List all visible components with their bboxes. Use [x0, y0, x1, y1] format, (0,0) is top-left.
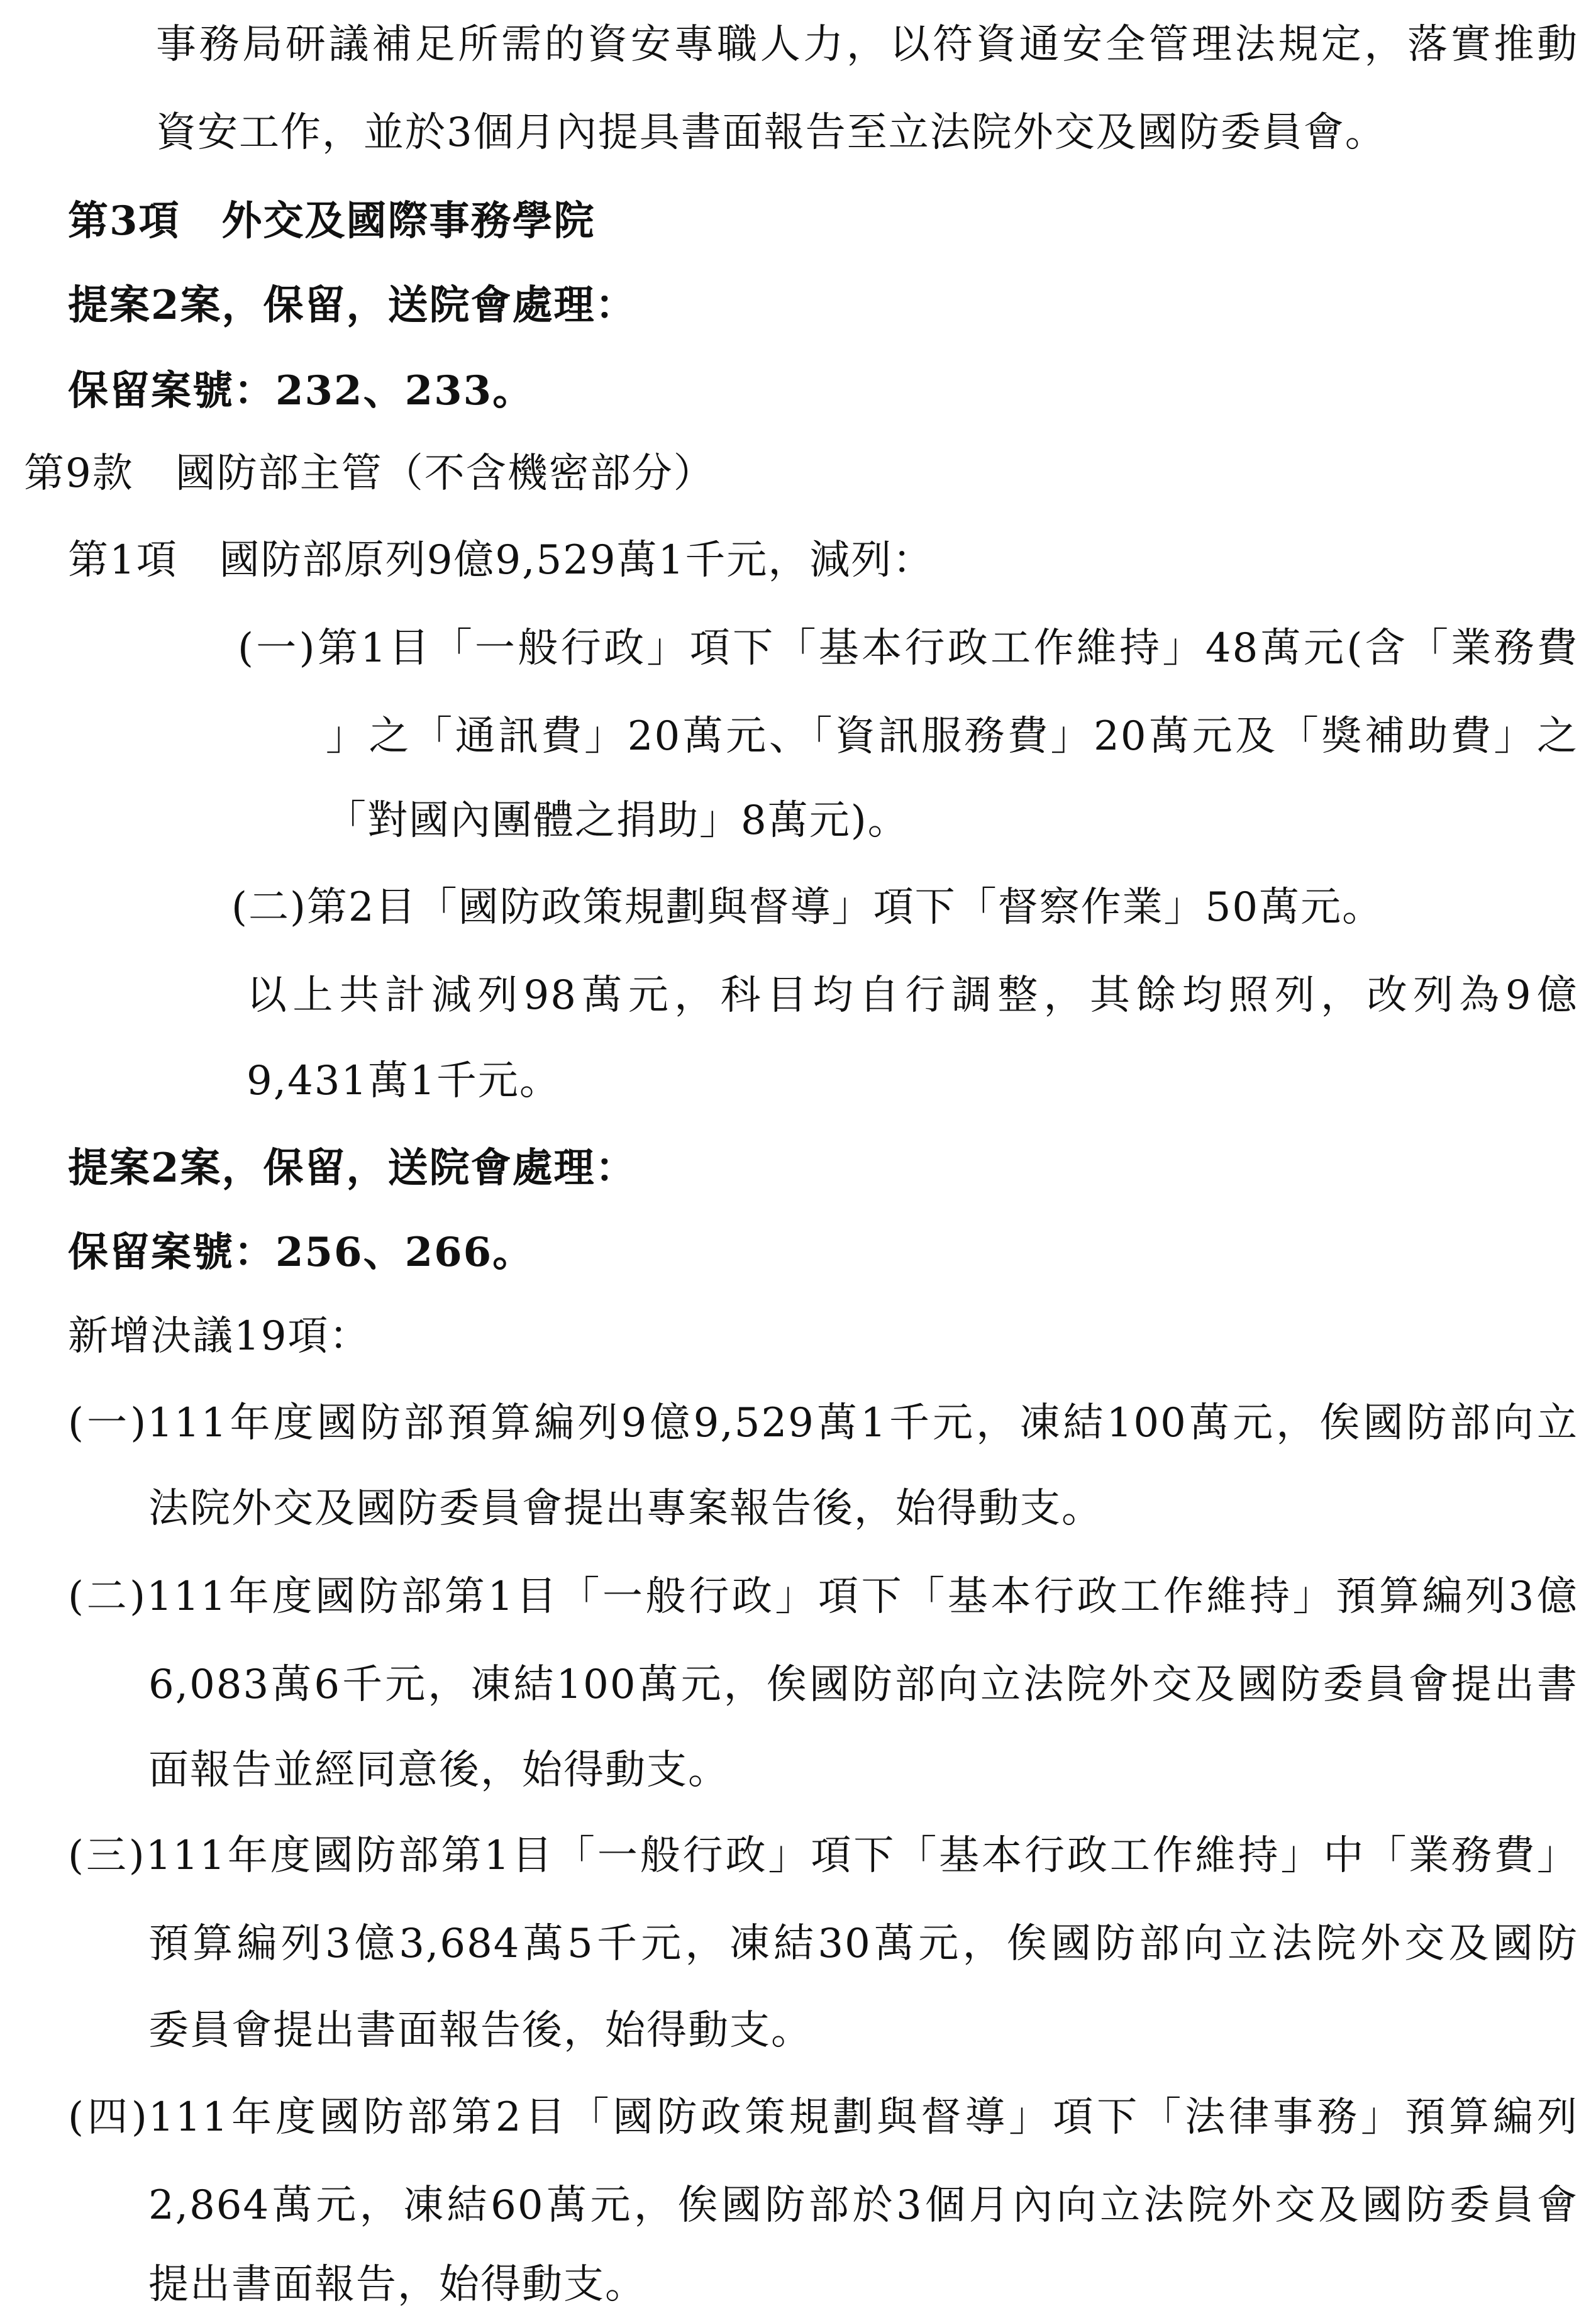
reduction-1-line-2: 」之「通訊費」20萬元、「資訊服務費」20萬元及「獎補助費」之 [326, 713, 1578, 760]
resolution-3-line-1: (三)111年度國防部第1目「一般行政」項下「基本行政工作維持」中「業務費」 [68, 1833, 1578, 1879]
resolution-3-line-3: 委員會提出書面報告後，始得動支。 [148, 2007, 812, 2054]
heading-item-3: 第3項 外交及國際事務學院 [68, 197, 596, 245]
reserved-case-numbers-2: 保留案號：256、266。 [68, 1229, 535, 1276]
reduction-1-line-1: (一)第1目「一般行政」項下「基本行政工作維持」48萬元(含「業務費 [238, 625, 1578, 672]
resolution-4-line-1: (四)111年度國防部第2目「國防政策規劃與督導」項下「法律事務」預算編列 [68, 2094, 1578, 2141]
reduction-total-line-1: 以上共計減列98萬元，科目均自行調整，其餘均照列，改列為9億 [247, 972, 1578, 1019]
proposal-line-1: 提案2案，保留，送院會處理： [68, 282, 637, 329]
resolution-1-line-2: 法院外交及國防委員會提出專案報告後，始得動支。 [148, 1485, 1103, 1532]
reduction-total-line-2: 9,431萬1千元。 [247, 1058, 561, 1104]
resolution-4-line-2: 2,864萬元，凍結60萬元，俟國防部於3個月內向立法院外交及國防委員會 [148, 2182, 1578, 2229]
proposal-line-2: 提案2案，保留，送院會處理： [68, 1145, 637, 1192]
resolution-1-line-1: (一)111年度國防部預算編列9億9,529萬1千元，凍結100萬元，俟國防部向立 [68, 1400, 1578, 1446]
heading-section-9: 第9款 國防部主管（不含機密部分） [24, 450, 715, 497]
reduction-1-line-3: 「對國內團體之捐助」8萬元)。 [326, 797, 909, 844]
resolution-2-line-2: 6,083萬6千元，凍結100萬元，俟國防部向立法院外交及國防委員會提出書 [148, 1661, 1578, 1708]
new-resolutions-heading: 新增決議19項： [68, 1313, 371, 1360]
resolution-2-line-3: 面報告並經同意後，始得動支。 [148, 1747, 729, 1794]
reserved-case-numbers-1: 保留案號：232、233。 [68, 367, 535, 414]
resolution-2-line-1: (二)111年度國防部第1目「一般行政」項下「基本行政工作維持」預算編列3億 [68, 1573, 1578, 1620]
heading-item-1: 第1項 國防部原列9億9,529萬1千元，減列： [68, 537, 934, 584]
resolution-4-line-3: 提出書面報告，始得動支。 [148, 2261, 646, 2308]
text-line-2: 資安工作，並於3個月內提具書面報告至立法院外交及國防委員會。 [156, 109, 1387, 156]
text-line-1: 事務局研議補足所需的資安專職人力，以符資通安全管理法規定，落實推動 [156, 21, 1578, 68]
reduction-2: (二)第2目「國防政策規劃與督導」項下「督察作業」50萬元。 [231, 884, 1384, 931]
resolution-3-line-2: 預算編列3億3,684萬5千元，凍結30萬元，俟國防部向立法院外交及國防 [148, 1921, 1578, 1967]
